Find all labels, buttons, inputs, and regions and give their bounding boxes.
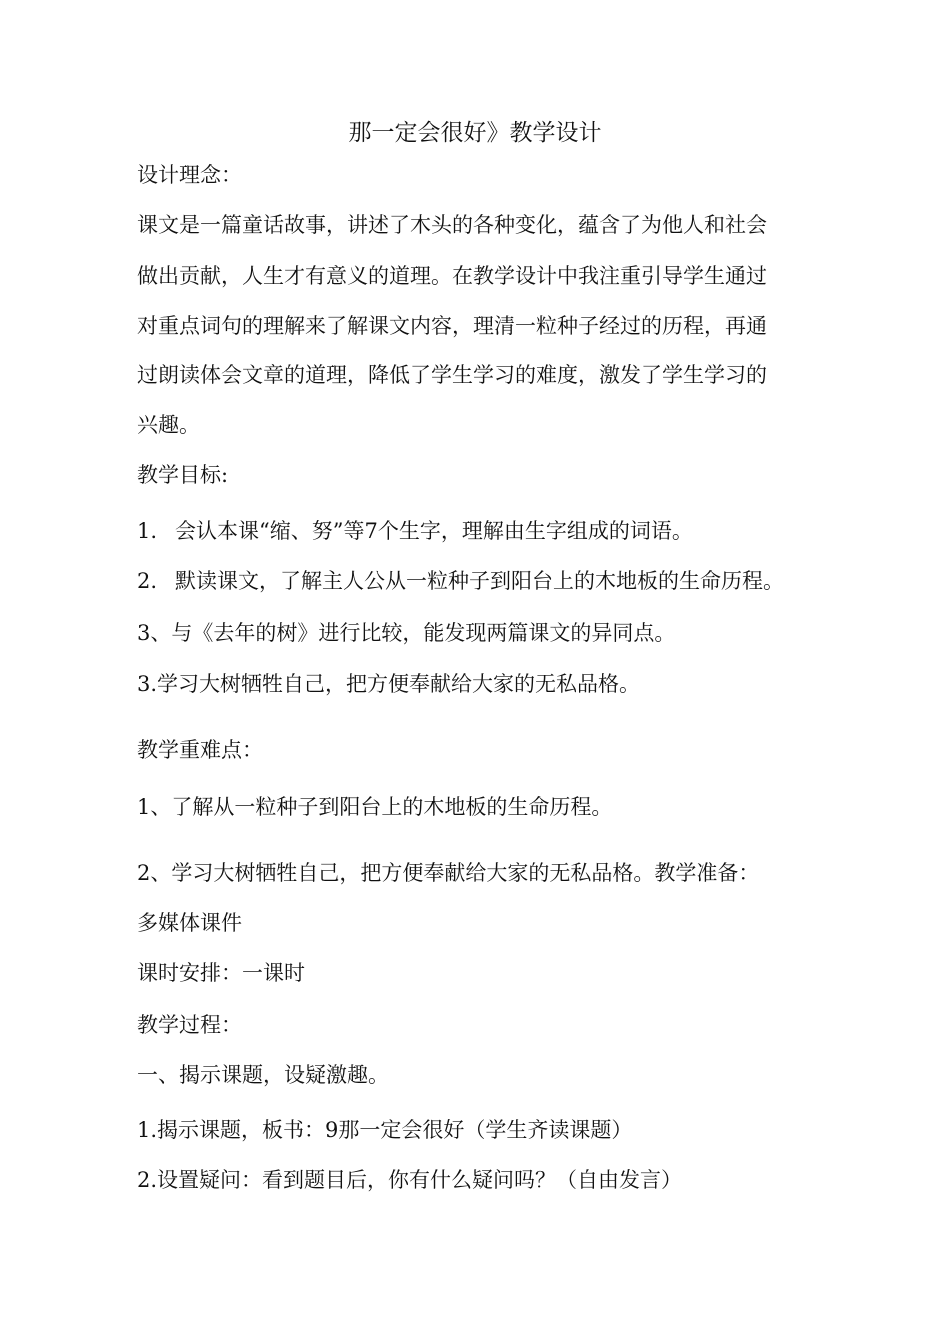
step-1-item: 1.揭示课题，板书：9那一定会很好（学生齐读课题） xyxy=(137,1118,633,1142)
goal-text: 默读课文，了解主人公从一粒种子到阳台上的木地板的生命历程。 xyxy=(175,569,784,593)
key-points-heading: 教学重难点： xyxy=(137,738,263,762)
key-point-2: 2、学习大树牺牲自己，把方便奉献给大家的无私品格。教学准备： xyxy=(137,861,760,885)
design-concept-heading: 设计理念： xyxy=(137,163,242,187)
document-title: 那一定会很好》教学设计 xyxy=(348,120,602,146)
design-concept-line: 课文是一篇童话故事，讲述了木头的各种变化，蕴含了为他人和社会 xyxy=(137,213,767,237)
goal-number: 2. xyxy=(137,569,158,593)
process-heading: 教学过程： xyxy=(137,1013,242,1037)
goal-number: 1. xyxy=(137,519,158,543)
schedule-text: 课时安排：一课时 xyxy=(137,961,305,985)
design-concept-line: 对重点词句的理解来了解课文内容，理清一粒种子经过的历程，再通 xyxy=(137,314,767,338)
key-point-1: 1、了解从一粒种子到阳台上的木地板的生命历程。 xyxy=(137,795,613,819)
design-concept-line: 做出贡献，人生才有意义的道理。在教学设计中我注重引导学生通过 xyxy=(137,264,767,288)
goal-item-2 xyxy=(137,567,784,595)
step-1-item: 2.设置疑问：看到题目后，你有什么疑问吗？（自由发言） xyxy=(137,1168,683,1192)
goals-heading: 教学目标: xyxy=(137,463,229,487)
goal-item-3: 3、与《去年的树》进行比较，能发现两篇课文的异同点。 xyxy=(137,621,676,645)
step-1-heading: 一、揭示课题，设疑激趣。 xyxy=(137,1063,389,1087)
design-concept-line: 兴趣。 xyxy=(137,413,200,437)
preparation-text: 多媒体课件 xyxy=(137,911,242,935)
goal-item-1 xyxy=(137,517,693,545)
goal-item-4: 3.学习大树牺牲自己，把方便奉献给大家的无私品格。 xyxy=(137,672,641,696)
goal-text: 会认本课“缩、努”等7个生字，理解由生字组成的词语。 xyxy=(175,519,693,543)
design-concept-line: 过朗读体会文章的道理，降低了学生学习的难度，激发了学生学习的 xyxy=(137,363,767,387)
